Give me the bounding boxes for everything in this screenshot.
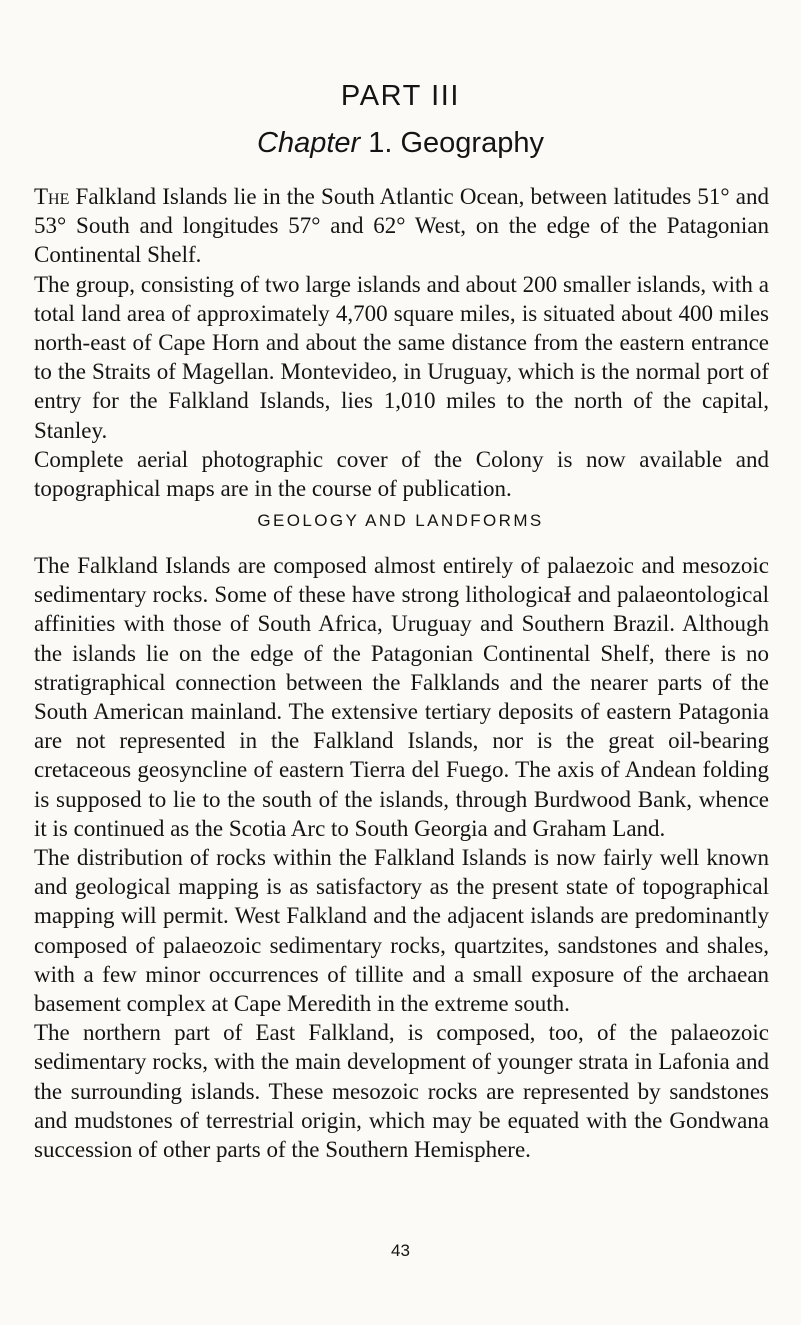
intro-paragraph-1: [34, 182, 769, 270]
intro-section: [34, 182, 769, 503]
geology-paragraph-1: The Falkland Islands are composed almost entirely of palaezoic and mesozoic sedimentary rocks. Some of these have strong lithologicaƗ and palaeontological affinities with those of South Africa, Uruguay and Southern Brazil. Although the islands lie on the edge of the Patagonian Continental Shelf, there is no stratigraphical connection between the Falklands and the nearer parts of the South American mainland. The extensive tertiary deposits of eastern Patagonia are not represented in the Falkland Islands, nor is the great oil-bearing cretaceous geosyncline of eastern Tierra del Fuego. The axis of Andean folding is supposed to lie to the south of the islands, through Burdwood Bank, whence it is continued as the Scotia Arc to South Georgia and Graham Land.: [34, 553, 769, 841]
geology-paragraph-3: The northern part of East Falkland, is composed, too, of the palaeozoic sedimentary rocks, with the main development of younger strata in Lafonia and the surrounding islands. These mesozoic rocks are represented by sandstones and mudstones of terrestrial origin, which may be equated with the Gondwana succession of other parts of the Southern Hemisphere.: [34, 1020, 769, 1163]
section-heading-geology: GEOLOGY AND LANDFORMS: [257, 511, 544, 530]
chapter-title: [0, 127, 801, 160]
chapter-number-title: 1. Geography: [360, 127, 544, 159]
part-title: PART III: [340, 80, 461, 112]
chapter-label: Chapter: [257, 127, 361, 159]
geology-paragraph-2: The distribution of rocks within the Falkland Islands is now fairly well known and geological mapping is as satisfactory as the present state of topographical mapping will permit. West Falkland and the adjacent islands are predominantly composed of palaeozoic sedimentary rocks, quartzites, sandstones and shales, with a few minor occurrences of tillite and a small exposure of the archaean basement complex at Cape Meredith in the extreme south.: [34, 845, 769, 1017]
intro-lead-word: The: [34, 184, 70, 209]
intro-paragraph-2: The group, consisting of two large islands and about 200 smaller islands, with a total land area of approximately 4,700 square miles, is situated about 400 miles north-east of Cape Horn and about the same distance from the eastern entrance to the Straits of Magellan. Montevideo, in Uruguay, which is the normal port of entry for the Falkland Islands, lies 1,010 miles to the north of the capital, Stanley.: [34, 271, 769, 443]
intro-paragraph-1-text: Falkland Islands lie in the South Atlantic Ocean, between latitudes 51° and 53° South and longitudes 57° and 62° West, on the edge of the Patagonian Continental Shelf.: [34, 184, 769, 268]
geology-section: [34, 551, 769, 1164]
page-number: 43: [391, 1241, 410, 1260]
intro-paragraph-3: Complete aerial photographic cover of the Colony is now available and topographical maps are in the course of publication.: [34, 446, 769, 502]
